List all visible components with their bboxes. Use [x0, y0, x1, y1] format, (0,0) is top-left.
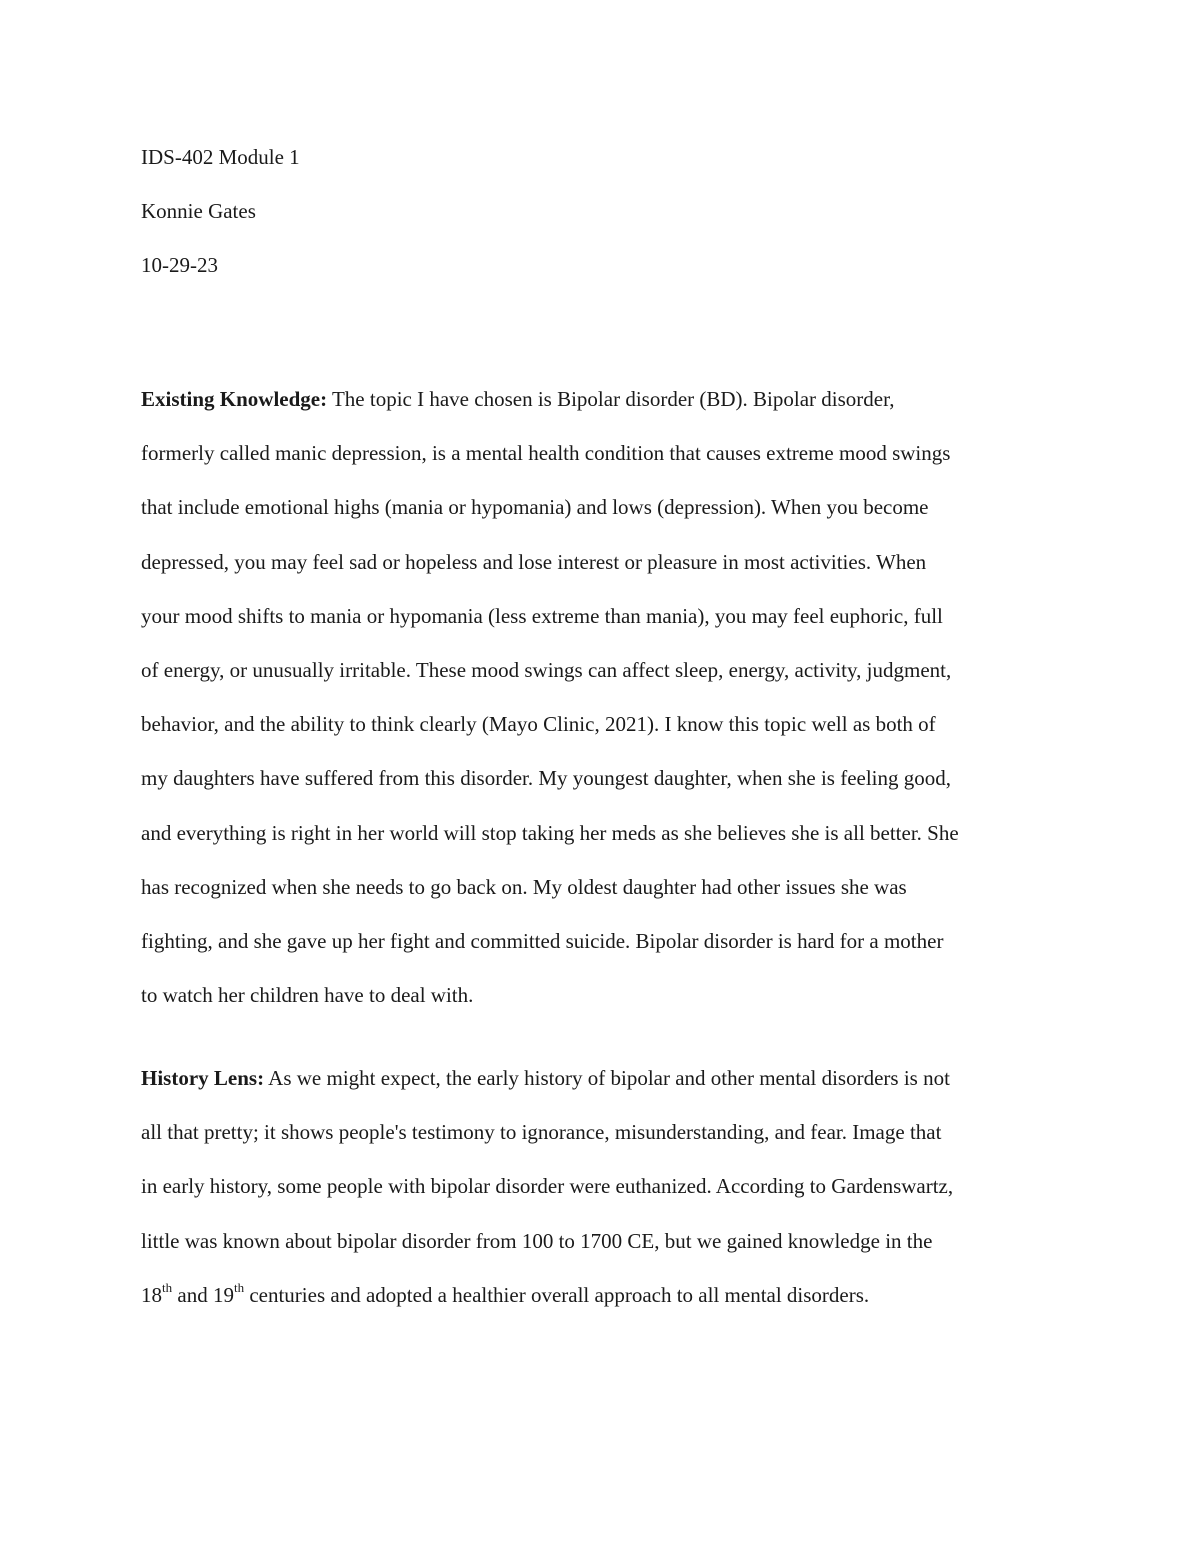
line-text: centuries and adopted a healthier overall approach to all mental disorders.: [244, 1282, 870, 1307]
paragraph-line: formerly called manic depression, is a mental health condition that causes extreme mood swings: [141, 441, 951, 466]
paragraph-line: to watch her children have to deal with.: [141, 983, 474, 1008]
paragraph-line-last: [141, 1268, 1071, 1322]
course-title: IDS-402 Module 1: [141, 145, 300, 169]
existing-knowledge-paragraph: [141, 372, 1071, 1022]
paragraph-line: [141, 1051, 1071, 1105]
paragraph-line: my daughters have suffered from this disorder. My youngest daughter, when she is feeling good,: [141, 766, 952, 791]
line-text: and 19: [172, 1282, 234, 1307]
paragraph-line: behavior, and the ability to think clearly (Mayo Clinic, 2021). I know this topic well as both of: [141, 712, 936, 737]
document-date: 10-29-23: [141, 253, 218, 277]
paragraph-line: has recognized when she needs to go back on. My oldest daughter had other issues she was: [141, 874, 907, 899]
existing-knowledge-heading: Existing Knowledge:: [141, 387, 328, 411]
paragraph-line: depressed, you may feel sad or hopeless and lose interest or pleasure in most activities. When: [141, 549, 927, 574]
century-number: 18: [141, 1282, 162, 1307]
author-name: Konnie Gates: [141, 199, 256, 223]
paragraph-line: little was known about bipolar disorder from 100 to 1700 CE, but we gained knowledge in the: [141, 1228, 933, 1253]
line-text: The topic I have chosen is Bipolar disorder (BD). Bipolar disorder,: [327, 387, 895, 411]
paragraph-line: fighting, and she gave up her fight and committed suicide. Bipolar disorder is hard for a mother: [141, 928, 944, 953]
paragraph-line: and everything is right in her world will stop taking her meds as she believes she is all better. She: [141, 820, 959, 845]
paragraph-line: that include emotional highs (mania or hypomania) and lows (depression). When you become: [141, 495, 929, 520]
paragraph-line: of energy, or unusually irritable. These mood swings can affect sleep, energy, activity, judgment,: [141, 657, 952, 682]
ordinal-suffix: th: [233, 1279, 245, 1295]
paragraph-line: all that pretty; it shows people's testimony to ignorance, misunderstanding, and fear. Image that: [141, 1120, 942, 1145]
paragraph-line: [141, 372, 1071, 426]
ordinal-suffix: th: [162, 1279, 173, 1295]
paragraph-line: in early history, some people with bipolar disorder were euthanized. According to Gardenswartz,: [141, 1174, 954, 1199]
paragraph-line: your mood shifts to mania or hypomania (less extreme than mania), you may feel euphoric, full: [141, 603, 943, 628]
history-lens-paragraph: [141, 1051, 1071, 1322]
history-lens-heading: History Lens:: [141, 1066, 265, 1090]
line-text: As we might expect, the early history of bipolar and other mental disorders is not: [264, 1066, 950, 1090]
